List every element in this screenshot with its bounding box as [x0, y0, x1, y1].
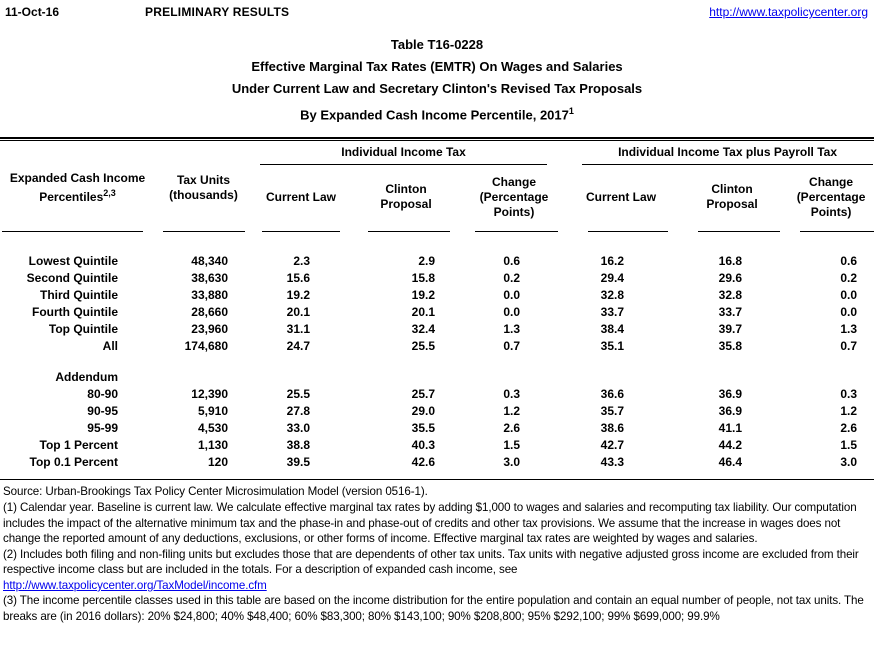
addendum-label: Addendum: [55, 369, 118, 384]
cell-tax-units: 1,130: [197, 437, 228, 452]
addendum-header-row: [0, 368, 874, 385]
cell-tax-units: 4,530: [197, 420, 228, 435]
row-label: Top 1 Percent: [39, 437, 118, 452]
cell-iit-change: 0.0: [503, 304, 521, 319]
row-label: Fourth Quintile: [32, 304, 118, 319]
column-header-payroll-clinton-proposal: Clinton Proposal: [676, 171, 788, 235]
footnote-ref-2-3: 2,3: [103, 188, 116, 199]
table-row: [0, 286, 874, 303]
table-row: [0, 252, 874, 269]
table-row: [0, 419, 874, 436]
cell-pay-change: 2.6: [840, 420, 858, 435]
cell-pay-current: 35.1: [600, 338, 625, 353]
cell-pay-clinton: 39.7: [718, 321, 743, 336]
cell-iit-clinton: 19.2: [411, 287, 435, 302]
cell-pay-clinton: 32.8: [718, 287, 743, 302]
cell-iit-clinton: 25.7: [411, 386, 435, 401]
group-header-income-plus-payroll-tax: Individual Income Tax plus Payroll Tax: [566, 141, 874, 171]
cell-iit-clinton: 29.0: [411, 403, 435, 418]
row-label: Top 0.1 Percent: [29, 454, 118, 469]
cell-tax-units: 5,910: [197, 403, 228, 418]
source-note: Source: Urban-Brookings Tax Policy Center Microsimulation Model (version 0516-1).: [3, 485, 428, 499]
cell-pay-current: 36.6: [600, 386, 625, 401]
row-label: 95-99: [87, 420, 118, 435]
cell-pay-current: 42.7: [600, 437, 625, 452]
preliminary-results-label: PRELIMINARY RESULTS: [145, 5, 290, 19]
cell-tax-units: 174,680: [184, 338, 228, 353]
cell-pay-current: 38.6: [600, 420, 625, 435]
cell-pay-clinton: 44.2: [718, 437, 743, 452]
row-label: Third Quintile: [40, 287, 118, 302]
cell-pay-clinton: 46.4: [718, 454, 743, 469]
table-row: [0, 303, 874, 320]
column-header-tax-units: Tax Units (thousands): [155, 141, 252, 235]
cell-pay-current: 16.2: [600, 253, 625, 268]
emtr-table: [0, 141, 874, 470]
cell-pay-clinton: 29.6: [718, 270, 743, 285]
cell-pay-change: 3.0: [840, 454, 858, 469]
footnote-3: (3) The income percentile classes used in this table are based on the income distribution for the entire population and contain an equal number of people, not tax units. The breaks are (in 2016 dollars): 20% $24,800; 40% $48,400; 60% $83,300; 80% $143,100; 90% $208,800; 95% $292,100; 99% $699,000; 99.9%: [3, 594, 864, 624]
cell-tax-units: 23,960: [191, 321, 228, 336]
cell-iit-current: 31.1: [286, 321, 310, 336]
cell-iit-change: 0.0: [503, 287, 521, 302]
column-header-payroll-current-law: Current Law: [566, 171, 676, 235]
title-line-2: Effective Marginal Tax Rates (EMTR) On Wages and Salaries: [251, 59, 623, 74]
row-label: Lowest Quintile: [28, 253, 118, 268]
table-row: [0, 337, 874, 354]
cell-pay-change: 0.6: [840, 253, 858, 268]
row-label: Second Quintile: [26, 270, 118, 285]
column-header-payroll-change: Change (Percentage Points): [788, 171, 874, 235]
column-header-iit-change: Change (Percentage Points): [462, 171, 566, 235]
table-number: Table T16-0228: [390, 37, 484, 52]
cell-iit-current: 24.7: [286, 338, 310, 353]
cell-iit-clinton: 25.5: [411, 338, 435, 353]
cell-pay-clinton: 36.9: [718, 386, 743, 401]
footnotes: [0, 479, 874, 624]
cell-iit-current: 20.1: [286, 304, 310, 319]
top-bar: [0, 0, 874, 19]
column-header-iit-current-law: Current Law: [252, 171, 350, 235]
footnote-1: (1) Calendar year. Baseline is current law. We calculate effective marginal tax rates by adding $1,000 to wages and salaries and recomputing tax liability. Our computation includes the impact of the alternative minimum tax and the phase-in and phase-out of credits and other tax provisions. We assume that the increase in wages does not change the reported amount of any deductions, exclusions, or other forms of income. Effective marginal tax rates are weighted by wages and salaries.: [3, 500, 857, 546]
cell-pay-current: 32.8: [600, 287, 625, 302]
table-row: [0, 320, 874, 337]
row-label: 90-95: [87, 403, 118, 418]
cell-tax-units: 120: [207, 454, 228, 469]
cell-iit-change: 2.6: [503, 420, 521, 435]
income-definition-link[interactable]: http://www.taxpolicycenter.org/TaxModel/income.cfm: [3, 578, 267, 592]
spacer-row: [0, 354, 874, 368]
cell-iit-clinton: 15.8: [411, 270, 435, 285]
footnote-ref-1: 1: [568, 106, 574, 116]
cell-iit-change: 1.5: [503, 437, 521, 452]
row-label: Top Quintile: [48, 321, 118, 336]
cell-tax-units: 38,630: [191, 270, 228, 285]
cell-pay-change: 0.2: [840, 270, 858, 285]
table-row: [0, 269, 874, 286]
footnote-2: (2) Includes both filing and non-filing units but excludes those that are dependents of other tax units. Tax units with negative adjusted gross income are excluded from their respective income class but are included in the totals. For a description of expanded cash income, see: [3, 547, 859, 577]
cell-iit-change: 1.2: [503, 403, 521, 418]
cell-iit-clinton: 35.5: [411, 420, 435, 435]
cell-iit-clinton: 20.1: [411, 304, 435, 319]
cell-iit-change: 1.3: [503, 321, 521, 336]
title-line-3: Under Current Law and Secretary Clinton's Revised Tax Proposals: [231, 81, 643, 96]
column-header-percentiles: Expanded Cash Income Percentiles$^{2,3}$: [0, 141, 155, 235]
title-line-4: By Expanded Cash Income Percentile, 2017$^1$: [300, 106, 574, 123]
cell-pay-clinton: 33.7: [718, 304, 743, 319]
cell-pay-clinton: 41.1: [718, 420, 743, 435]
taxpolicycenter-link[interactable]: http://www.taxpolicycenter.org: [709, 5, 868, 19]
cell-tax-units: 48,340: [191, 253, 228, 268]
cell-pay-current: 33.7: [600, 304, 625, 319]
cell-pay-clinton: 36.9: [718, 403, 743, 418]
group-header-individual-income-tax: Individual Income Tax: [252, 141, 566, 171]
cell-pay-clinton: 35.8: [718, 338, 743, 353]
cell-pay-change: 0.0: [840, 304, 858, 319]
row-label: All: [102, 338, 118, 353]
cell-pay-change: 0.7: [840, 338, 858, 353]
cell-iit-change: 0.2: [503, 270, 521, 285]
column-header-iit-clinton-proposal: Clinton Proposal: [350, 171, 462, 235]
cell-tax-units: 28,660: [191, 304, 228, 319]
cell-iit-clinton: 32.4: [411, 321, 435, 336]
cell-iit-change: 3.0: [503, 454, 521, 469]
cell-pay-current: 43.3: [600, 454, 625, 469]
cell-tax-units: 33,880: [191, 287, 228, 302]
cell-iit-clinton: 42.6: [411, 454, 435, 469]
cell-iit-current: 38.8: [286, 437, 310, 452]
table-row: [0, 385, 874, 402]
cell-pay-clinton: 16.8: [718, 253, 743, 268]
cell-pay-current: 35.7: [600, 403, 625, 418]
cell-pay-change: 1.2: [840, 403, 858, 418]
table-row: [0, 453, 874, 470]
cell-iit-current: 2.3: [293, 253, 310, 268]
date-stamp: 11-Oct-16: [5, 5, 60, 19]
cell-pay-current: 38.4: [600, 321, 625, 336]
table-row: [0, 436, 874, 453]
cell-iit-current: 19.2: [286, 287, 310, 302]
cell-iit-clinton: 40.3: [411, 437, 435, 452]
row-label: 80-90: [87, 386, 118, 401]
cell-tax-units: 12,390: [191, 386, 228, 401]
cell-iit-clinton: 2.9: [418, 253, 435, 268]
cell-iit-change: 0.6: [503, 253, 521, 268]
cell-iit-current: 15.6: [286, 270, 310, 285]
cell-pay-current: 29.4: [600, 270, 625, 285]
cell-iit-change: 0.7: [503, 338, 521, 353]
cell-pay-change: 1.5: [840, 437, 858, 452]
cell-pay-change: 0.0: [840, 287, 858, 302]
title-block: [0, 34, 874, 126]
cell-pay-change: 1.3: [840, 321, 858, 336]
cell-iit-current: 25.5: [286, 386, 310, 401]
cell-pay-change: 0.3: [840, 386, 858, 401]
table-row: [0, 402, 874, 419]
cell-iit-current: 33.0: [286, 420, 310, 435]
cell-iit-change: 0.3: [503, 386, 521, 401]
cell-iit-current: 39.5: [286, 454, 310, 469]
cell-iit-current: 27.8: [286, 403, 310, 418]
